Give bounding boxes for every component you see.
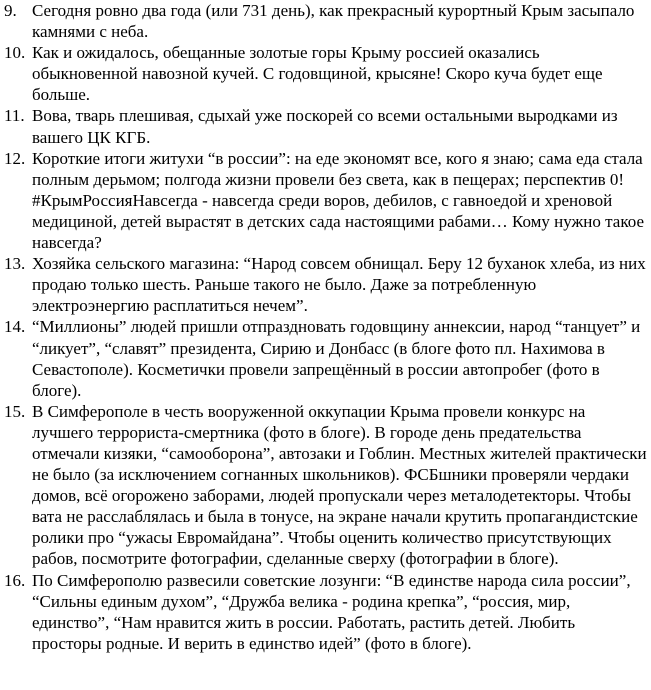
item-number: 15. <box>4 401 26 421</box>
list-item-14 <box>4 316 647 400</box>
item-text: Сегодня ровно два года (или 731 день), как прекрасный курортный Крым засыпало камнями с неба. <box>32 1 635 42</box>
item-text: Хозяйка сельского магазина: “Народ совсем обнищал. Беру 12 буханок хлеба, из них продаю только шесть. Раньше такого не было. Даже за потребленную электроэнергию расплатиться нечем”. <box>32 254 646 316</box>
numbered-list <box>4 0 647 654</box>
list-item-9 <box>4 0 647 42</box>
list-item-16 <box>4 570 647 654</box>
item-text: Вова, тварь плешивая, сдыхай уже поскорей со всеми остальными выродками из вашего ЦК КГБ. <box>32 106 618 147</box>
item-number: 12. <box>4 148 26 168</box>
list-item-12 <box>4 148 647 253</box>
item-number: 9. <box>4 1 17 20</box>
list-item-10 <box>4 42 647 105</box>
item-number: 13. <box>4 254 26 274</box>
list-item-15 <box>4 401 647 570</box>
item-text: Короткие итоги житухи “в россии”: на еде экономят все, кого я знаю; сама еда стала полным дерьмом; полгода жизни провели без света, как в пещерах; перспектив 0! #КрымРоссияНавсегда - навсегда среди воров, дебилов, с гавноедой и хреновой медициной, детей вырастят в детских сада настоящими рабами… Кому нужно такое навсегда? <box>32 148 644 253</box>
item-text: “Миллионы” людей пришли отпраздновать годовщину аннексии, народ “танцует” и “ликует”, “славят” президента, Сирию и Донбасс (в блоге фото пл. Нахимова в Севастополе). Косметички провели запрещённый в россии автопробег (фото в блоге). <box>32 317 641 400</box>
item-number: 14. <box>4 317 26 337</box>
item-number: 16. <box>4 570 26 590</box>
item-text: Как и ожидалось, обещанные золотые горы Крыму россией оказались обыкновенной навозной кучей. С годовщиной, крысяне! Скоро куча будет еще больше. <box>32 43 603 105</box>
item-text: По Симферополю развесили советские лозунги: “В единстве народа сила россии”, “Сильны единым духом”, “Дружба велика - родина крепка”, “россия, мир, единство”, “Нам нравится жить в россии. Работать, растить детей. Любить просторы родные. И верить в единство идей” (фото в блоге). <box>32 570 631 653</box>
item-text: В Симферополе в честь вооруженной оккупации Крыма провели конкурс на лучшего террориста-смертника (фото в блоге). В городе день предательства отмечали кизяки, “самооборона”, автозаки и Гоблин. Местных жителей практически не было (за исключением согнанных школьников). ФСБшники проверяли чердаки домов, всё огорожено заборами, людей пропускали через металодетекторы. Чтобы вата не расслаблялась и была в тонусе, на экране начали крутить пропагандистские ролики про “ужасы Евромайдана”. Чтобы оценить количество присутствующих рабов, посмотрите фотографии, сделанные сверху (фотографии в блоге). <box>32 401 647 569</box>
item-number: 11. <box>4 106 25 126</box>
item-number: 10. <box>4 43 26 63</box>
list-item-13 <box>4 253 647 316</box>
list-item-11 <box>4 105 647 147</box>
